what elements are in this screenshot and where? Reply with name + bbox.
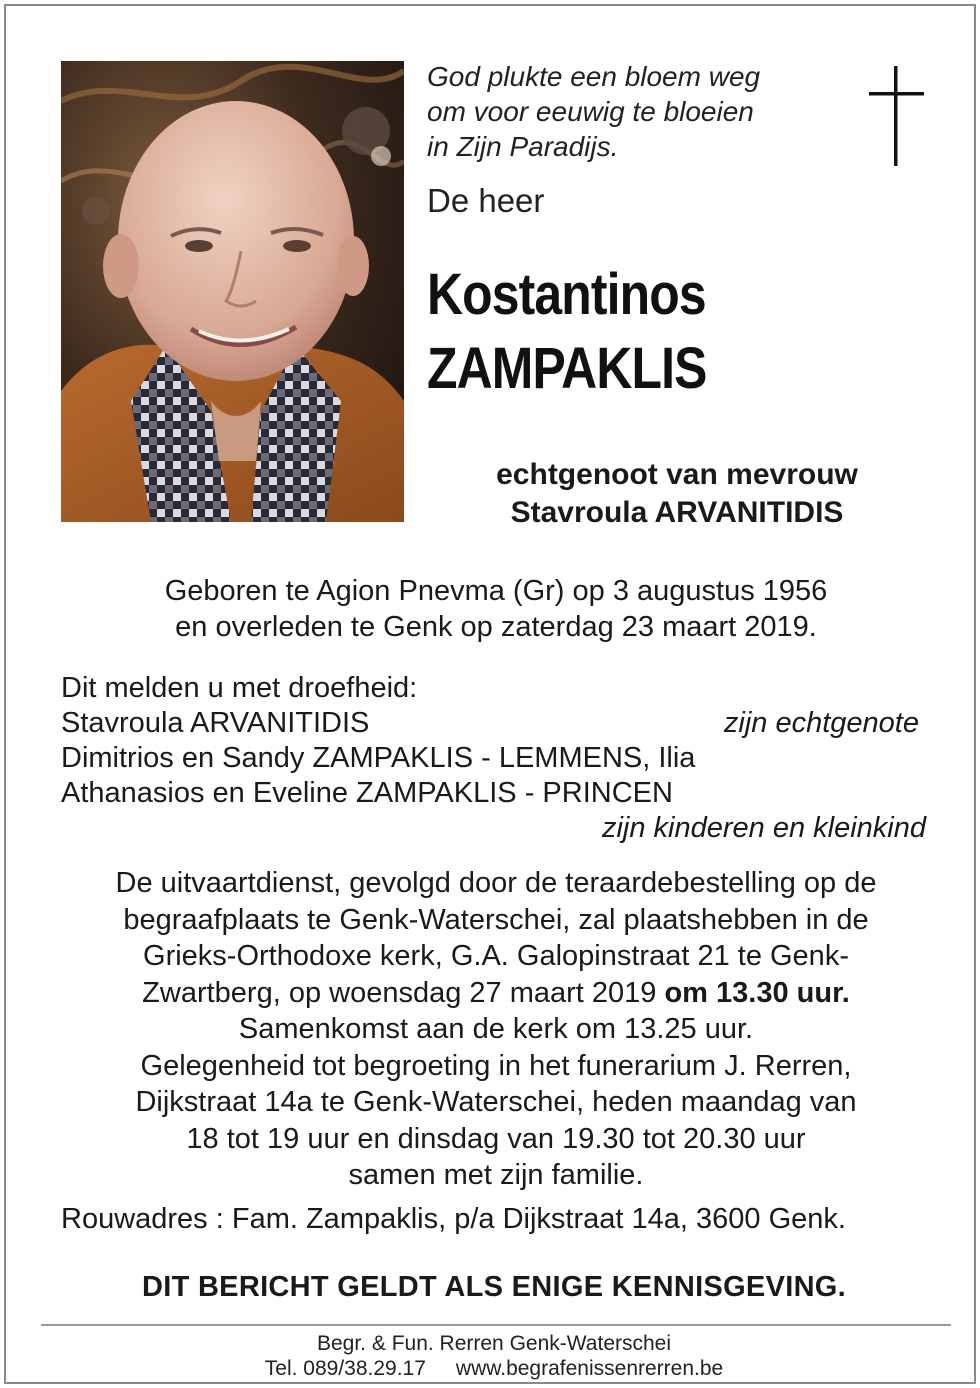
obituary-card bbox=[4, 4, 976, 1384]
latin-cross-icon bbox=[866, 66, 926, 166]
poem-line: om voor eeuwig te bloeien bbox=[427, 96, 754, 127]
official-notice: DIT BERICHT GELDT ALS ENIGE KENNISGEVING. bbox=[141, 1271, 847, 1303]
spouse-line: echtgenoot van mevrouw bbox=[496, 458, 858, 491]
family-member: Stavroula ARVANITIDIS bbox=[61, 707, 370, 739]
phone-number: Tel. 089/38.29.17 bbox=[264, 1357, 426, 1380]
service-time: om 13.30 uur. bbox=[664, 976, 850, 1009]
funeral-home-name: Begr. & Fun. Rerren Genk-Waterschei bbox=[316, 1332, 672, 1355]
family-relation: zijn echtgenote bbox=[723, 707, 919, 739]
deceased-name bbox=[427, 258, 707, 406]
poem-line: God plukte een bloem weg bbox=[427, 61, 761, 92]
family-row bbox=[61, 776, 931, 811]
service-line: De uitvaartdienst, gevolgd door de teraardebestelling op de bbox=[115, 867, 877, 899]
poem-line: in Zijn Paradijs. bbox=[427, 131, 619, 162]
family-announcement bbox=[61, 671, 931, 846]
announcement-intro: Dit melden u met droefheid: bbox=[61, 672, 418, 704]
spouse-info bbox=[427, 456, 927, 532]
footer-divider bbox=[41, 1324, 951, 1326]
spouse-name: Stavroula ARVANITIDIS bbox=[510, 496, 844, 529]
service-line: Grieks-Orthodoxe kerk, G.A. Galopinstraat 21 te Genk- bbox=[143, 940, 849, 972]
family-member: Athanasios en Eveline ZAMPAKLIS - PRINCEN bbox=[61, 777, 673, 809]
memorial-poem bbox=[427, 59, 857, 164]
mourning-address: Rouwadres : Fam. Zampaklis, p/a Dijkstraat 14a, 3600 Genk. bbox=[61, 1203, 846, 1235]
website-link[interactable]: www.begrafenissenrerren.be bbox=[455, 1357, 724, 1380]
portrait-photo bbox=[61, 61, 404, 522]
service-line: Dijkstraat 14a te Genk-Waterschei, heden maandag van bbox=[135, 1086, 857, 1118]
family-row bbox=[61, 741, 931, 776]
first-name: Kostantinos bbox=[427, 262, 706, 327]
family-row bbox=[61, 706, 931, 741]
service-line bbox=[46, 975, 946, 1012]
service-line: 18 tot 19 uur en dinsdag van 19.30 tot 20.30 uur bbox=[186, 1122, 806, 1155]
family-relation: zijn kinderen en kleinkind bbox=[601, 812, 926, 844]
funeral-service-info bbox=[46, 865, 946, 1194]
death-line: en overleden te Genk op zaterdag 23 maart 2019. bbox=[175, 611, 817, 643]
funeral-home-footer bbox=[6, 1331, 980, 1381]
last-name: ZAMPAKLIS bbox=[427, 336, 707, 401]
service-line: Gelegenheid tot begroeting in het funerarium J. Rerren, bbox=[140, 1049, 852, 1082]
service-line: Samenkomst aan de kerk om 13.25 uur. bbox=[238, 1013, 754, 1045]
family-row bbox=[61, 811, 931, 846]
family-member: Dimitrios en Sandy ZAMPAKLIS - LEMMENS, Ilia bbox=[61, 742, 696, 774]
contact-row bbox=[6, 1356, 980, 1381]
service-date: Zwartberg, op woensdag 27 maart 2019 bbox=[142, 976, 665, 1009]
honorific: De heer bbox=[427, 182, 545, 219]
birth-line: Geboren te Agion Pnevma (Gr) op 3 augustus 1956 bbox=[164, 575, 828, 607]
service-line: samen met zijn familie. bbox=[348, 1159, 644, 1191]
service-line: begraafplaats te Genk-Waterschei, zal plaatshebben in de bbox=[123, 903, 869, 936]
birth-death-info bbox=[46, 573, 946, 645]
portrait-image bbox=[61, 61, 404, 522]
